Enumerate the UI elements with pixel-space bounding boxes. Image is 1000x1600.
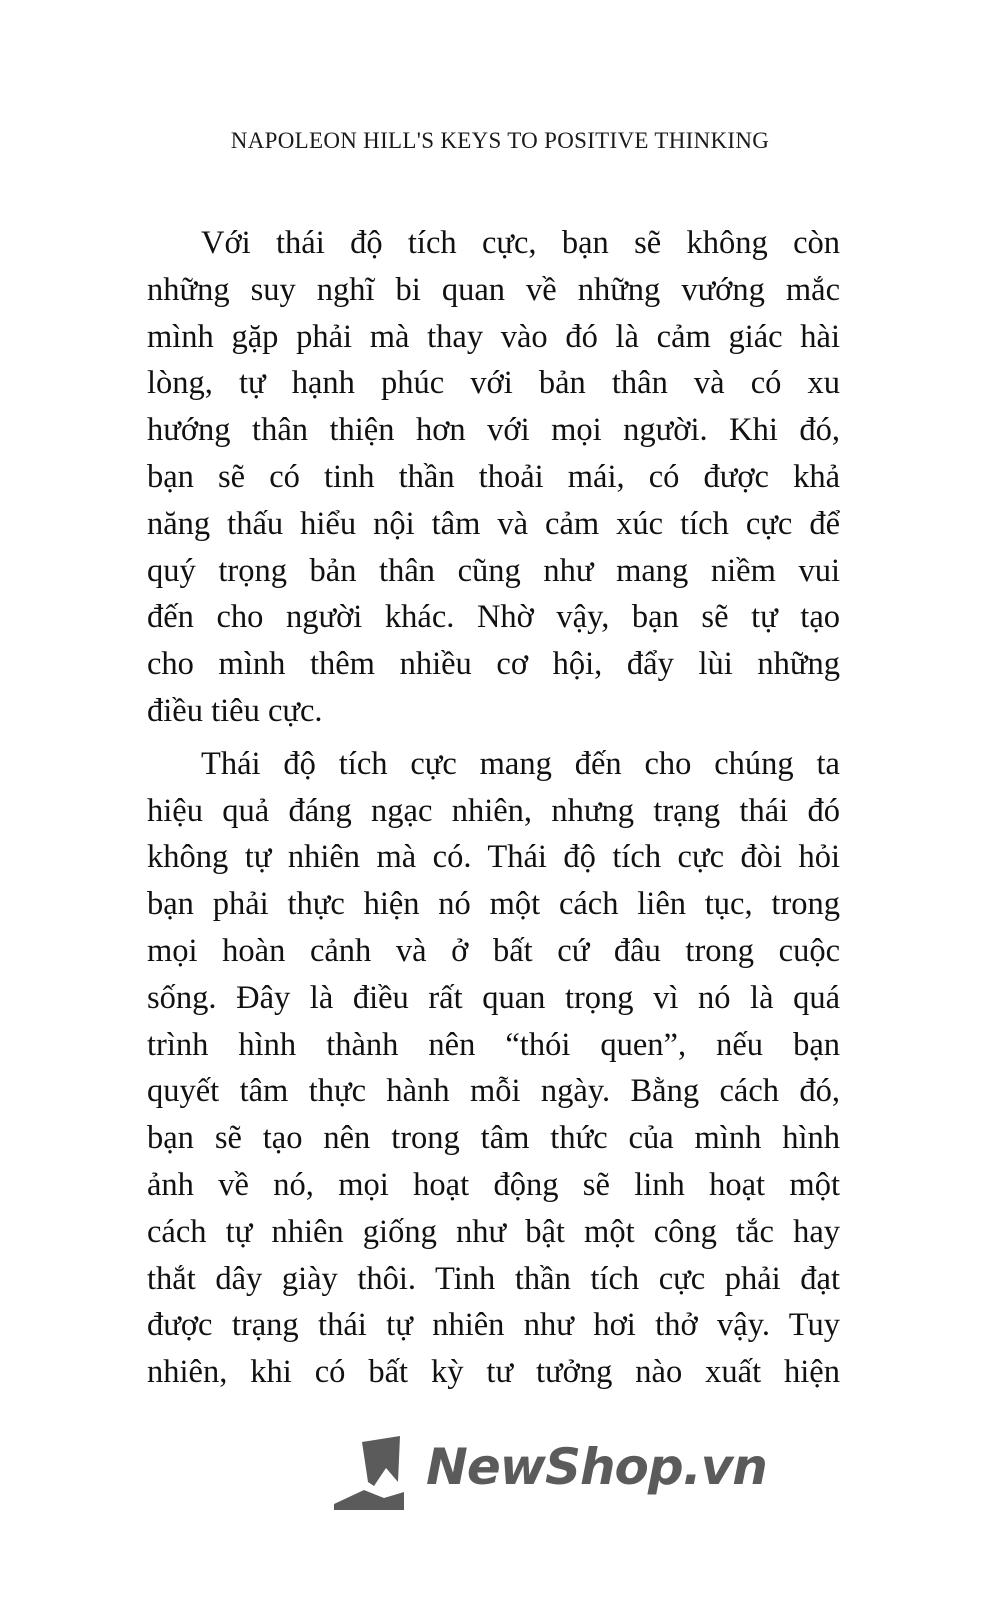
text-line: lòng, tự hạnh phúc với bản thân và có xu xyxy=(147,365,840,402)
text-line: nhiên, khi có bất kỳ tư tưởng nào xuất hiện xyxy=(147,1354,840,1391)
body-text xyxy=(147,220,840,1396)
paragraph xyxy=(147,741,840,1396)
text-line: bạn phải thực hiện nó một cách liên tục, trong xyxy=(147,886,840,923)
text-line: bạn sẽ tạo nên trong tâm thức của mình hình xyxy=(147,1120,840,1157)
text-line: thắt dây giày thôi. Tinh thần tích cực phải đạt xyxy=(147,1260,840,1297)
text-line: điều tiêu cực. xyxy=(147,692,323,729)
text-line: Thái độ tích cực mang đến cho chúng ta xyxy=(201,745,840,782)
text-line: được trạng thái tự nhiên như hơi thở vậy. Tuy xyxy=(147,1307,840,1344)
watermark-text: NewShop.vn xyxy=(426,1438,767,1496)
text-line: cách tự nhiên giống như bật một công tắc hay xyxy=(147,1213,840,1250)
paragraph xyxy=(147,220,840,735)
text-line: quyết tâm thực hành mỗi ngày. Bằng cách đó, xyxy=(147,1073,840,1110)
running-header: NAPOLEON HILL'S KEYS TO POSITIVE THINKING xyxy=(230,128,770,153)
text-line: bạn sẽ có tinh thần thoải mái, có được khả xyxy=(147,458,840,495)
text-line: mọi hoàn cảnh và ở bất cứ đâu trong cuộc xyxy=(147,932,840,969)
newshop-watermark-logo xyxy=(334,1432,767,1512)
text-line: sống. Đây là điều rất quan trọng vì nó là quá xyxy=(147,979,840,1016)
bookmark-logo-icon xyxy=(334,1432,429,1512)
text-line: cho mình thêm nhiều cơ hội, đẩy lùi những xyxy=(147,646,840,683)
text-line: hiệu quả đáng ngạc nhiên, nhưng trạng thái đó xyxy=(147,792,840,829)
text-line: ảnh về nó, mọi hoạt động sẽ linh hoạt một xyxy=(147,1166,840,1203)
text-line: những suy nghĩ bi quan về những vướng mắc xyxy=(147,271,840,308)
text-line: Với thái độ tích cực, bạn sẽ không còn xyxy=(201,225,840,261)
text-line: không tự nhiên mà có. Thái độ tích cực đòi hỏi xyxy=(147,839,840,876)
text-line: đến cho người khác. Nhờ vậy, bạn sẽ tự tạo xyxy=(147,599,840,636)
text-line: hướng thân thiện hơn với mọi người. Khi đó, xyxy=(147,412,840,449)
text-line: quý trọng bản thân cũng như mang niềm vui xyxy=(147,552,840,589)
text-line: mình gặp phải mà thay vào đó là cảm giác hài xyxy=(147,318,840,355)
text-line: trình hình thành nên “thói quen”, nếu bạn xyxy=(147,1026,840,1063)
text-line: năng thấu hiểu nội tâm và cảm xúc tích cực để xyxy=(147,505,840,542)
